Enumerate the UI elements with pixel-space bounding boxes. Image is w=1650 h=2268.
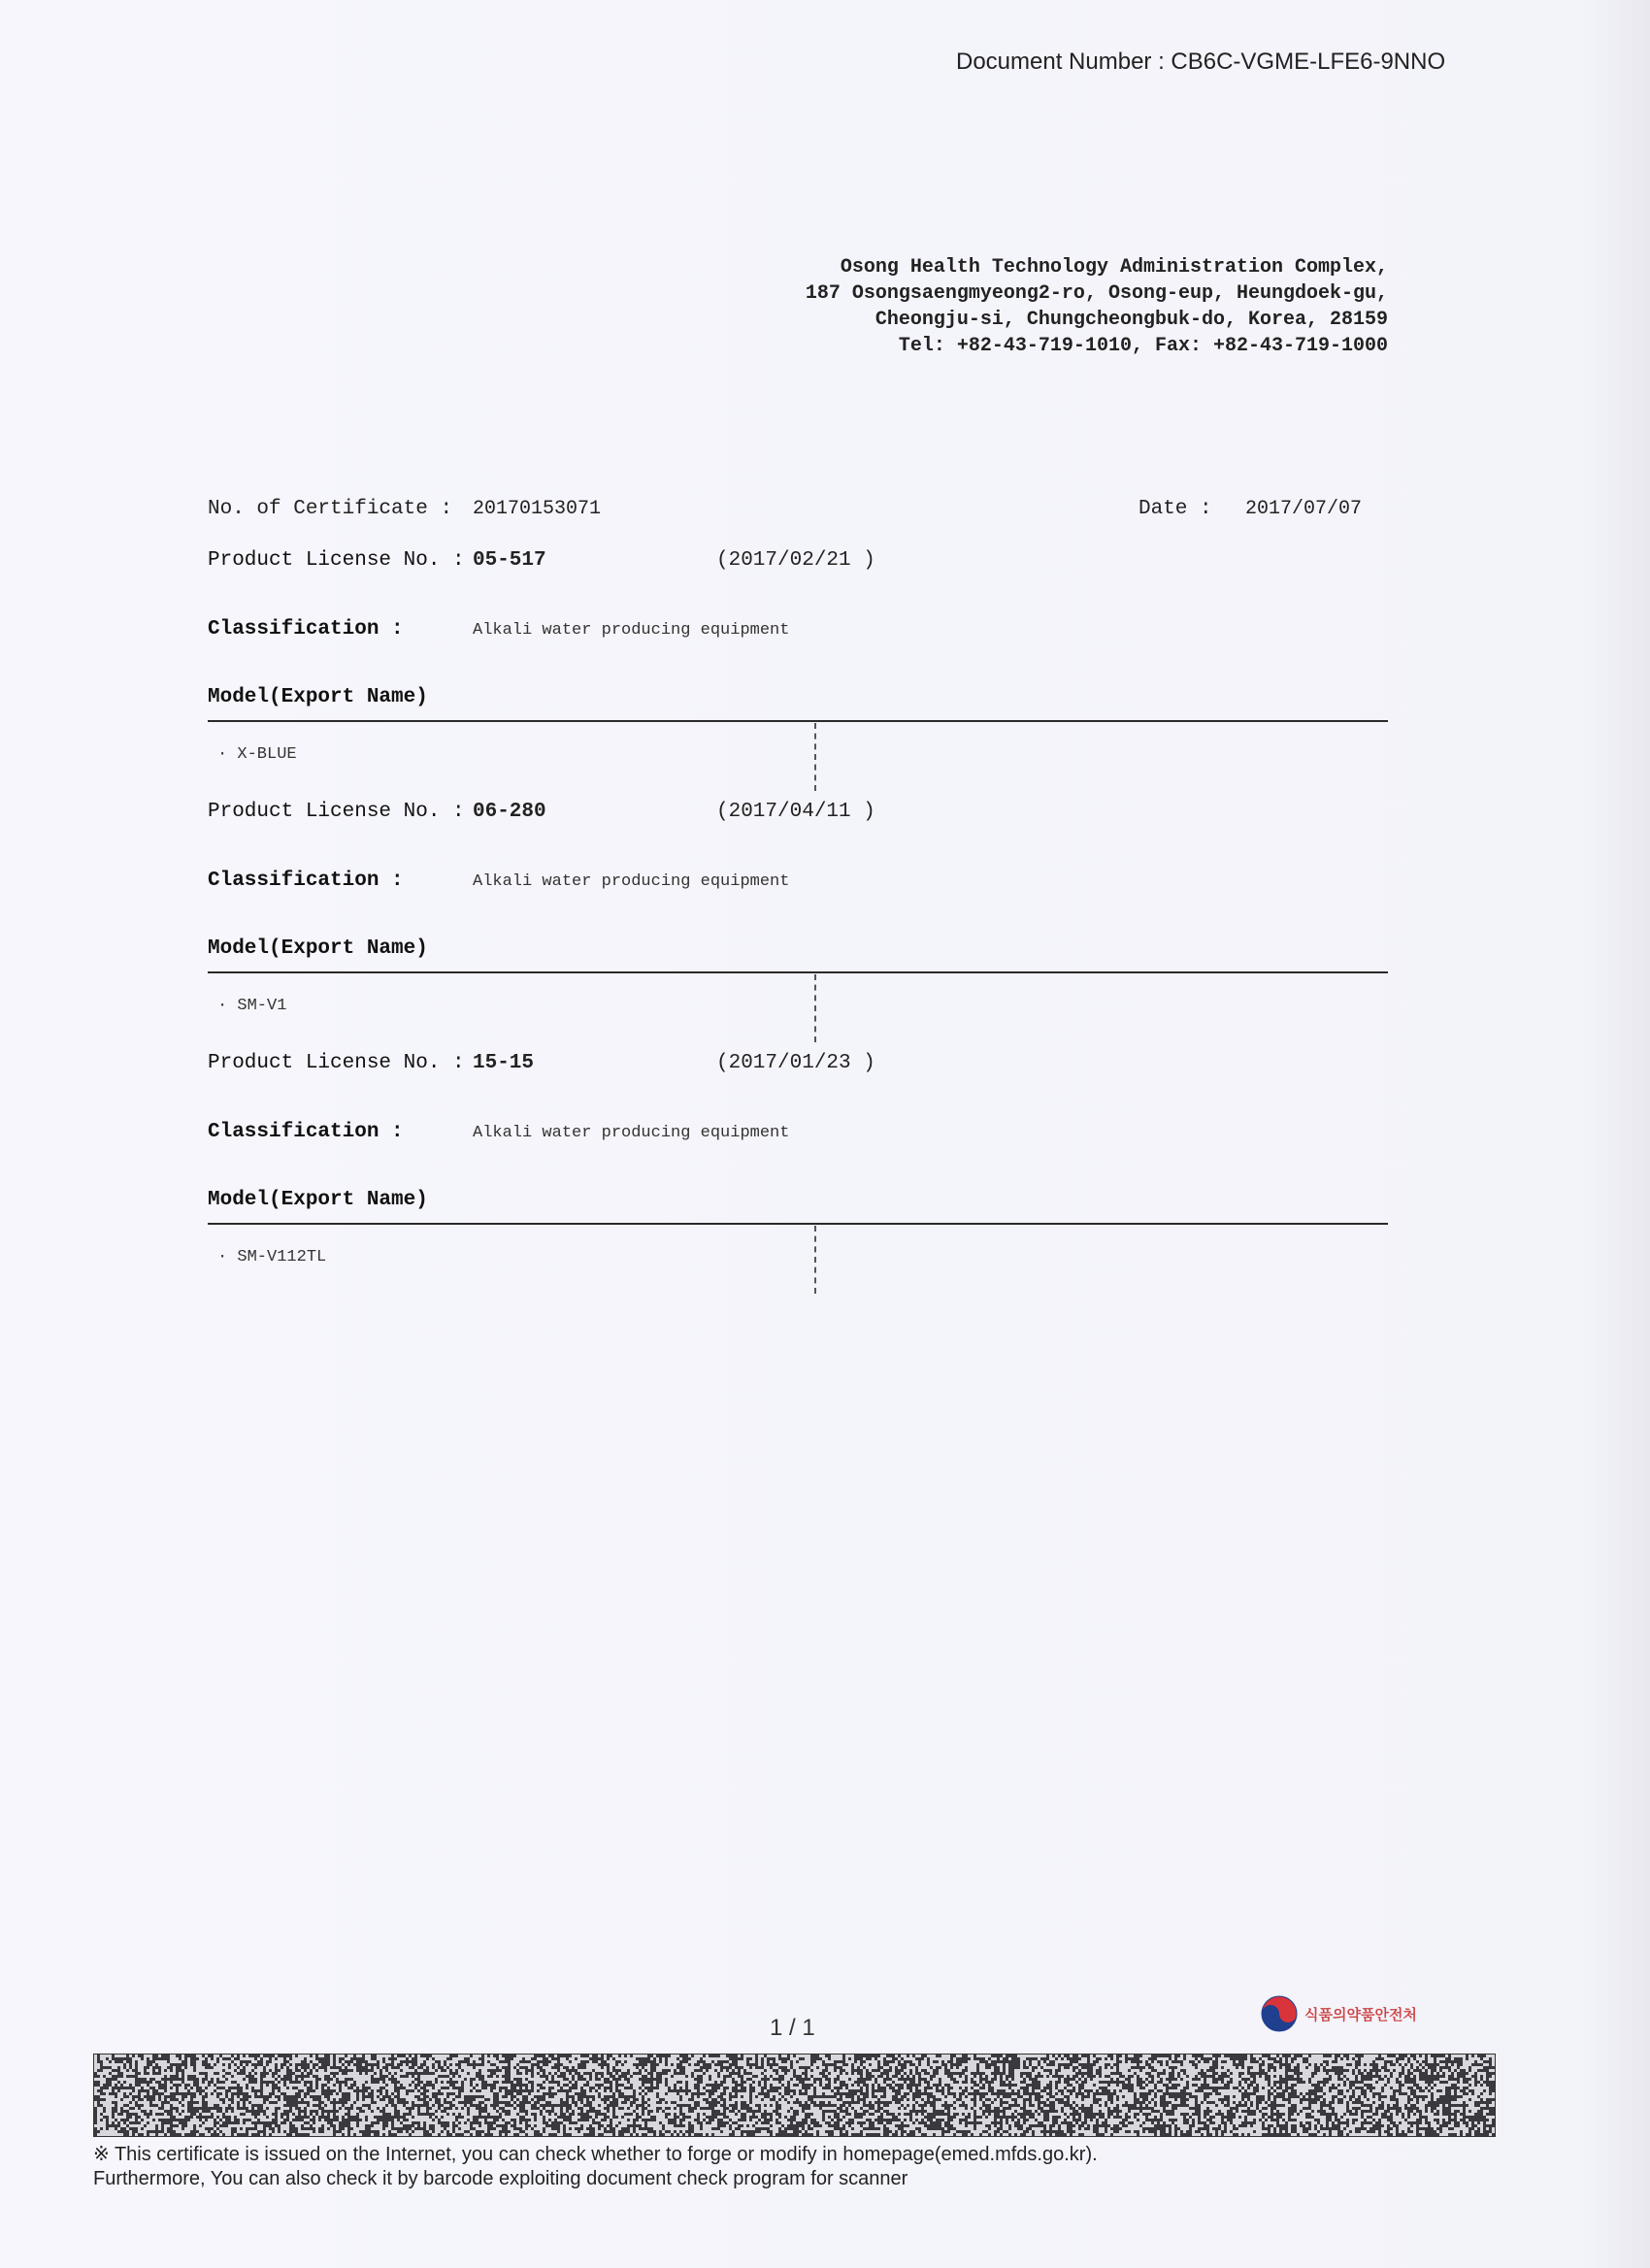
license-no-value: 15-15 (473, 1052, 535, 1074)
document-number: Document Number : CB6C-VGME-LFE6-9NNO (956, 49, 1446, 75)
address-line-4: Tel: +82-43-719-1010, Fax: +82-43-719-1000 (898, 335, 1388, 357)
address-line-1: Osong Health Technology Administration Complex, (840, 256, 1388, 279)
address-line-3: Cheongju-si, Chungcheongbuk-do, Korea, 28159 (874, 309, 1388, 331)
license-date: (2017/01/23 ) (716, 1052, 875, 1074)
mfds-logo-text: 식품의약품안전처 (1304, 2005, 1417, 2023)
date-value: 2017/07/07 (1245, 498, 1363, 520)
model-label: Model(Export Name) (208, 686, 428, 708)
model-divider (208, 1223, 1388, 1225)
mfds-logo (1260, 1994, 1417, 2033)
license-no-value: 06-280 (473, 801, 546, 823)
classification-label: Classification : (208, 1121, 404, 1143)
taegeuk-emblem-icon (1260, 1994, 1299, 2033)
model-label: Model(Export Name) (208, 1189, 428, 1211)
classification-value: Alkali water producing equipment (473, 872, 790, 891)
footer-line-2: Furthermore, You can also check it by barcode exploiting document check program for scanner (93, 2168, 908, 2189)
address-line-2: 187 Osongsaengmyeong2-ro, Osong-eup, Heungdoek-gu, (805, 282, 1388, 305)
footer-notice (93, 2143, 1098, 2191)
model-divider (208, 720, 1388, 722)
license-date: (2017/02/21 ) (716, 549, 875, 572)
classification-label: Classification : (208, 618, 404, 641)
model-label: Model(Export Name) (208, 937, 428, 960)
classification-label: Classification : (208, 870, 404, 892)
model-value: · X-BLUE (217, 745, 297, 764)
column-separator (814, 723, 816, 791)
classification-value: Alkali water producing equipment (473, 1124, 790, 1142)
date-label: Date : (1138, 498, 1212, 520)
certificate-no-value: 20170153071 (473, 498, 602, 520)
page-number: 1 / 1 (770, 2015, 815, 2041)
license-date: (2017/04/11 ) (716, 801, 875, 823)
model-value: · SM-V112TL (217, 1248, 327, 1266)
classification-value: Alkali water producing equipment (473, 621, 790, 640)
certificate-no-label: No. of Certificate : (208, 498, 453, 520)
issuer-address (806, 254, 1388, 359)
column-separator (814, 974, 816, 1042)
document-barcode (93, 2054, 1496, 2137)
footer-line-1: ※ This certificate is issued on the Internet, you can check whether to forge or modify in homepage(emed.mfds.go.kr). (93, 2144, 1098, 2165)
license-no-label: Product License No. : (208, 1052, 465, 1074)
column-separator (814, 1226, 816, 1294)
model-value: · SM-V1 (217, 997, 287, 1015)
barcode-pattern (94, 2054, 1495, 2136)
license-no-label: Product License No. : (208, 549, 465, 572)
model-divider (208, 971, 1388, 973)
license-no-value: 05-517 (473, 549, 546, 572)
license-no-label: Product License No. : (208, 801, 465, 823)
